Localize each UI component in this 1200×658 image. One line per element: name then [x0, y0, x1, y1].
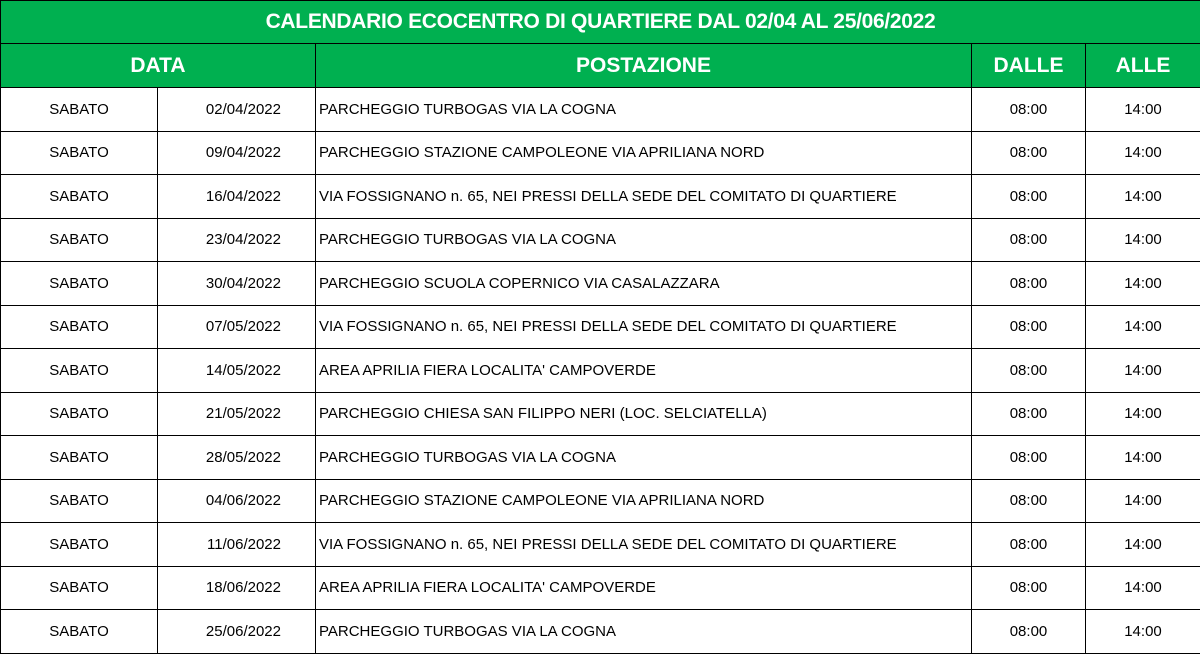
end-time-cell: 14:00: [1086, 479, 1200, 523]
end-time-cell: 14:00: [1086, 610, 1200, 654]
header-data: DATA: [1, 44, 316, 88]
table-row: [1, 88, 1200, 132]
table-row: [1, 218, 1200, 262]
table-row: [1, 175, 1200, 219]
day-cell: SABATO: [1, 349, 158, 393]
date-cell: 11/06/2022: [158, 523, 316, 567]
header-alle: ALLE: [1086, 44, 1200, 88]
table-row: [1, 349, 1200, 393]
date-cell: 25/06/2022: [158, 610, 316, 654]
end-time-cell: 14:00: [1086, 262, 1200, 306]
date-cell: 07/05/2022: [158, 305, 316, 349]
end-time-cell: 14:00: [1086, 131, 1200, 175]
location-cell: PARCHEGGIO TURBOGAS VIA LA COGNA: [316, 610, 972, 654]
date-cell: 23/04/2022: [158, 218, 316, 262]
day-cell: SABATO: [1, 131, 158, 175]
day-cell: SABATO: [1, 262, 158, 306]
header-row: [1, 44, 1200, 88]
date-cell: 04/06/2022: [158, 479, 316, 523]
start-time-cell: 08:00: [972, 349, 1086, 393]
table-row: [1, 610, 1200, 654]
location-cell: AREA APRILIA FIERA LOCALITA' CAMPOVERDE: [316, 566, 972, 610]
day-cell: SABATO: [1, 523, 158, 567]
end-time-cell: 14:00: [1086, 392, 1200, 436]
start-time-cell: 08:00: [972, 479, 1086, 523]
location-cell: PARCHEGGIO TURBOGAS VIA LA COGNA: [316, 436, 972, 480]
date-cell: 18/06/2022: [158, 566, 316, 610]
location-cell: PARCHEGGIO SCUOLA COPERNICO VIA CASALAZZARA: [316, 262, 972, 306]
day-cell: SABATO: [1, 436, 158, 480]
day-cell: SABATO: [1, 218, 158, 262]
date-cell: 14/05/2022: [158, 349, 316, 393]
table-row: [1, 479, 1200, 523]
start-time-cell: 08:00: [972, 175, 1086, 219]
table-row: [1, 392, 1200, 436]
start-time-cell: 08:00: [972, 262, 1086, 306]
location-cell: PARCHEGGIO STAZIONE CAMPOLEONE VIA APRILIANA NORD: [316, 479, 972, 523]
location-cell: VIA FOSSIGNANO n. 65, NEI PRESSI DELLA SEDE DEL COMITATO DI QUARTIERE: [316, 175, 972, 219]
table-row: [1, 305, 1200, 349]
start-time-cell: 08:00: [972, 305, 1086, 349]
end-time-cell: 14:00: [1086, 305, 1200, 349]
table-row: [1, 131, 1200, 175]
header-dalle: DALLE: [972, 44, 1086, 88]
start-time-cell: 08:00: [972, 392, 1086, 436]
table-row: [1, 436, 1200, 480]
start-time-cell: 08:00: [972, 436, 1086, 480]
header-postazione: POSTAZIONE: [316, 44, 972, 88]
day-cell: SABATO: [1, 88, 158, 132]
end-time-cell: 14:00: [1086, 566, 1200, 610]
end-time-cell: 14:00: [1086, 218, 1200, 262]
title-row: [1, 1, 1200, 44]
day-cell: SABATO: [1, 566, 158, 610]
date-cell: 30/04/2022: [158, 262, 316, 306]
start-time-cell: 08:00: [972, 610, 1086, 654]
date-cell: 02/04/2022: [158, 88, 316, 132]
location-cell: PARCHEGGIO STAZIONE CAMPOLEONE VIA APRILIANA NORD: [316, 131, 972, 175]
date-cell: 09/04/2022: [158, 131, 316, 175]
location-cell: PARCHEGGIO TURBOGAS VIA LA COGNA: [316, 88, 972, 132]
location-cell: PARCHEGGIO TURBOGAS VIA LA COGNA: [316, 218, 972, 262]
date-cell: 16/04/2022: [158, 175, 316, 219]
end-time-cell: 14:00: [1086, 523, 1200, 567]
start-time-cell: 08:00: [972, 523, 1086, 567]
day-cell: SABATO: [1, 610, 158, 654]
day-cell: SABATO: [1, 175, 158, 219]
table-row: [1, 566, 1200, 610]
date-cell: 21/05/2022: [158, 392, 316, 436]
start-time-cell: 08:00: [972, 88, 1086, 132]
location-cell: VIA FOSSIGNANO n. 65, NEI PRESSI DELLA SEDE DEL COMITATO DI QUARTIERE: [316, 523, 972, 567]
location-cell: AREA APRILIA FIERA LOCALITA' CAMPOVERDE: [316, 349, 972, 393]
end-time-cell: 14:00: [1086, 349, 1200, 393]
page-title: CALENDARIO ECOCENTRO DI QUARTIERE DAL 02/04 AL 25/06/2022: [1, 1, 1200, 44]
end-time-cell: 14:00: [1086, 88, 1200, 132]
location-cell: VIA FOSSIGNANO n. 65, NEI PRESSI DELLA SEDE DEL COMITATO DI QUARTIERE: [316, 305, 972, 349]
end-time-cell: 14:00: [1086, 436, 1200, 480]
start-time-cell: 08:00: [972, 131, 1086, 175]
end-time-cell: 14:00: [1086, 175, 1200, 219]
table-row: [1, 262, 1200, 306]
day-cell: SABATO: [1, 479, 158, 523]
day-cell: SABATO: [1, 392, 158, 436]
start-time-cell: 08:00: [972, 218, 1086, 262]
location-cell: PARCHEGGIO CHIESA SAN FILIPPO NERI (LOC. SELCIATELLA): [316, 392, 972, 436]
table-row: [1, 523, 1200, 567]
date-cell: 28/05/2022: [158, 436, 316, 480]
day-cell: SABATO: [1, 305, 158, 349]
start-time-cell: 08:00: [972, 566, 1086, 610]
